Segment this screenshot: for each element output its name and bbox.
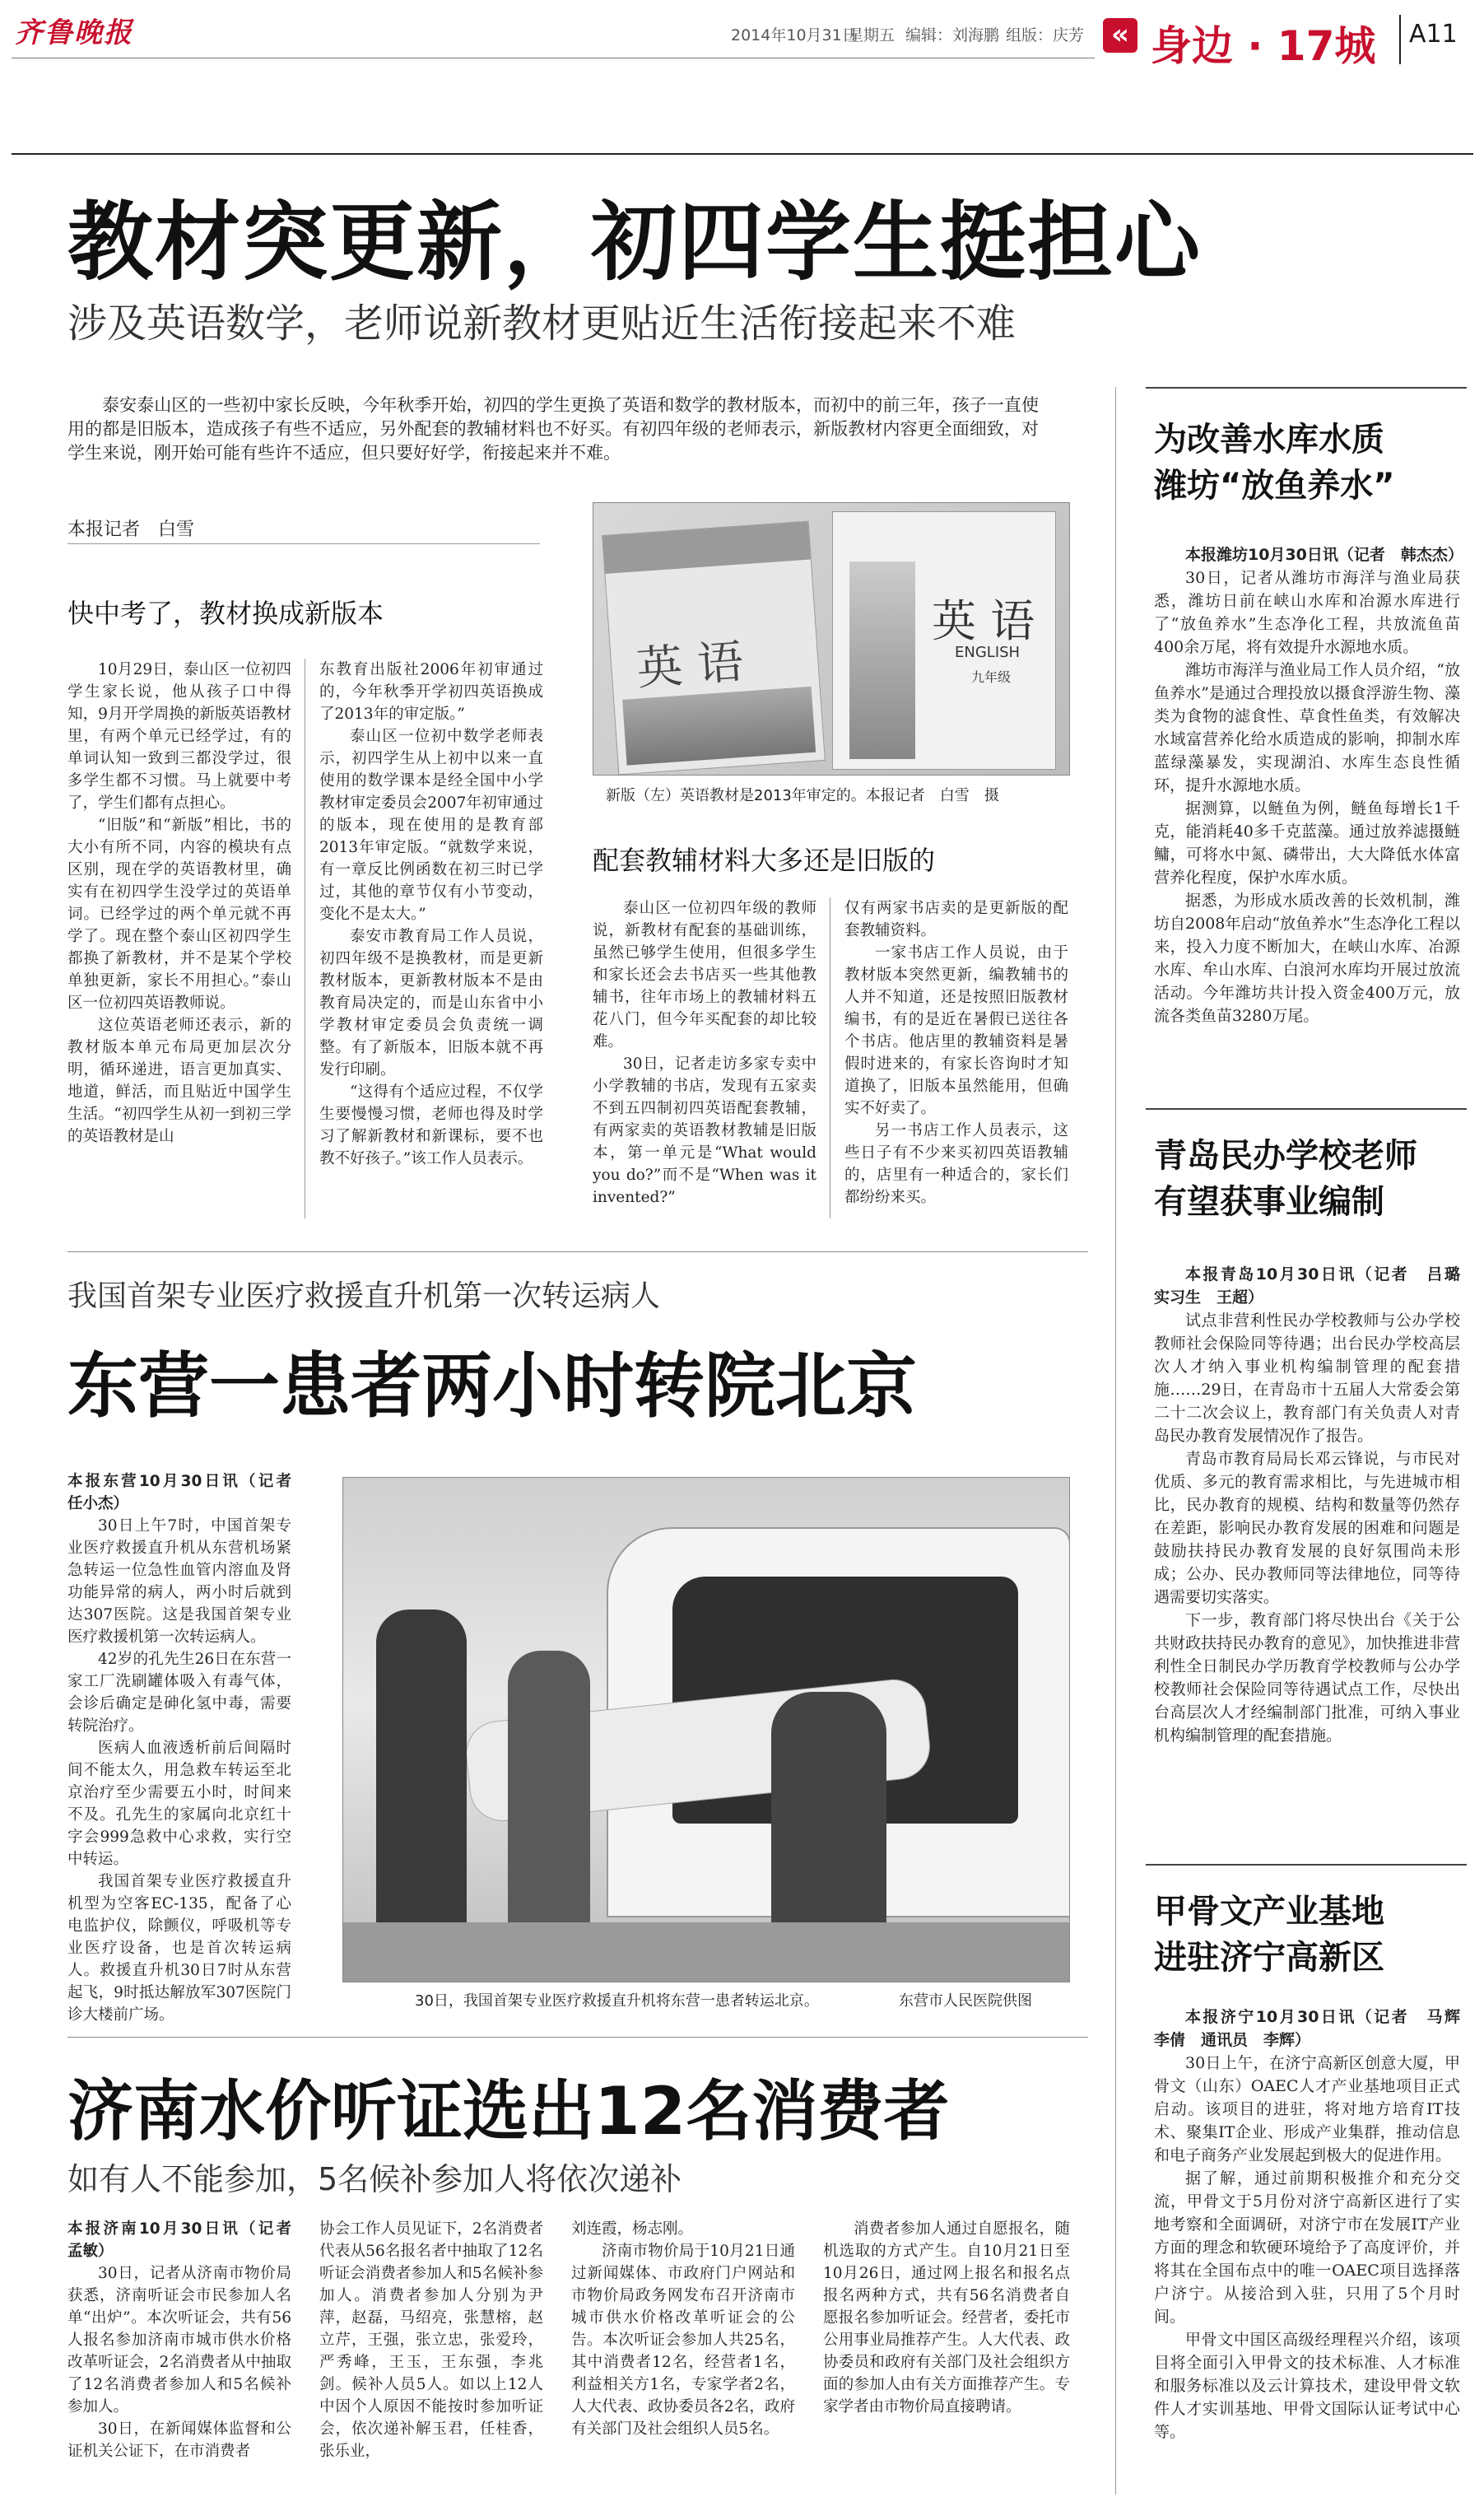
- paragraph: 潍坊市海洋与渔业局工作人员介绍，“放鱼养水”是通过合理投放以摄食浮游生物、藻类为食物的滤食性、草食性鱼类，有效解决水域富营养化给水质造成的影响，抑制水库蓝绿藻暴发，实现湖泊、水库生态良性循环，提升水源地水质。: [1154, 661, 1460, 794]
- page-number: A11: [1409, 20, 1458, 49]
- heli-body: [67, 1470, 307, 2026]
- paragraph: 另一书店工作人员表示，这些日子有不少来买初四英语教辅的，店里有一种适合的，家长们都纷纷来买。: [844, 1122, 1068, 1206]
- paragraph: 消费者参加人通过自愿报名，随机选取的方式产生。自10月21日至10月26日，通过网上报名和报名点报名两种方式，共有56名消费者自愿报名参加听证会。经营者，委托市公用事业局推荐产生。人大代表、政协委员和政府有关部门及社会组织方面的参加人由有关方面推荐产生。专家学者由市物价局直接聘请。: [823, 2220, 1070, 2415]
- paragraph: 10月29日，泰山区一位初四学生家长说，他从孩子口中得知，9月开学周换的新版英语教材里，有两个单元已经学过，有的单词认知一致到三都没学过，很多学生都不习惯。马上就要中考了，学生们都有点担心。: [67, 661, 291, 812]
- lead-deck: 涉及英语数学，老师说新教材更贴近生活衔接起来不难: [67, 300, 1016, 347]
- water-column-2: [319, 2218, 543, 2462]
- paragraph: 我国首架专业医疗救援直升机型为空客EC-135，配备了心电监护仪，除颤仪，呼吸机等专业医疗设备，也是首次转运病人。救援直升机30日7时从东营起飞，9时抵达解放军307医院门诊大楼前广场。: [67, 1873, 291, 2024]
- paragraph: 济南市物价局于10月21日通过新闻媒体、市政府门户网站和市物价局政务网发布召开济南市城市供水价格改革听证会的公告。本次听证会参加人共25名，其中消费者12名，经营者1名，利益相关方1名，专家学者2名，人大代表、政协委员各2名，政府有关部门及社会组织人员5名。: [571, 2243, 795, 2438]
- chevron-left-double-icon: «: [1103, 18, 1137, 53]
- heli-byline: 本报东营10月30日讯（记者 任小杰）: [67, 1473, 307, 1512]
- paragraph: 这位英语老师还表示，新的教材版本单元布局更加层次分明，循环递进，语言更加真实、地道，鲜活，而且贴近中国学生生活。“初四学生从初一到初三学的英语教材是山: [67, 1017, 291, 1145]
- helicopter-photo: [342, 1477, 1070, 1982]
- new-textbook-grade: 九年级: [971, 669, 1012, 685]
- lead-column-4: [844, 897, 1068, 1209]
- side1-headline: 为改善水库水质 潍坊“放鱼养水”: [1154, 421, 1395, 505]
- paragraph: 30日，记者从潍坊市海洋与渔业局获悉，潍坊日前在峡山水库和冶源水库进行了“放鱼养水”生态净化工程，共放流鱼苗400余万尾，将有效提升水源地水质。: [1154, 569, 1460, 656]
- lead-column-1: [67, 659, 291, 1148]
- old-textbook-image: [602, 521, 826, 776]
- side3-headline: 甲骨文产业基地 进驻济宁高新区: [1154, 1893, 1384, 1977]
- issue-weekday: 星期五: [848, 26, 896, 44]
- water-deck: 如有人不能参加，5名候补参加人将依次递补: [67, 2161, 682, 2197]
- heli-caption: 30日，我国首架专业医疗救援直升机将东营一患者转运北京。: [415, 1992, 819, 2010]
- paragraph: 甲骨文中国区高级经理程兴介绍，该项目将全面引入甲骨文的技术标准、人才标准和服务标准以及云计算技术，建设甲骨文软件人才实训基地、甲骨文国际认证考试中心等。: [1154, 2331, 1460, 2441]
- editor-credit: 编辑：刘海鹏: [905, 26, 1000, 44]
- side3-body: [1154, 2006, 1477, 2443]
- heli-headline: 东营一患者两小时转院北京: [67, 1345, 917, 1428]
- paper-logo: 齐鲁晚报: [15, 16, 133, 49]
- lead-subhead-2: 配套教辅材料大多还是旧版的: [593, 845, 936, 876]
- paragraph: 30日，记者从济南市物价局获悉，济南听证会市民参加人名单“出炉”。本次听证会，共有56人报名参加济南市城市供水价格改革听证会，2名消费者从中抽取了12名消费者参加人和5名候补参加人。: [67, 2265, 291, 2415]
- paragraph: 下一步，教育部门将尽快出台《关于公共财政扶持民办教育的意见》，加快推进非营利性全日制民办学历教育学校教师与公办学校教师社会保险同等待遇试点工作，尽快出台高层次人才经编制部门批准，可纳入事业机构编制管理的配套措施。: [1154, 1611, 1460, 1745]
- paragraph: 据悉，为形成水质改善的长效机制，潍坊自2008年启动“放鱼养水”生态净化工程以来，投入力度不断加大，在峡山水库、冶源水库、牟山水库、白浪河水库均开展过放流活动。今年潍坊共计投入资金400万元，放流各类鱼苗3280万尾。: [1154, 892, 1460, 1025]
- section-name: 身边 · 17城: [1151, 22, 1376, 70]
- lead-byline: 本报记者 白雪: [67, 519, 195, 540]
- paragraph: 42岁的孔先生26日在东营一家工厂洗刷罐体吸入有毒气体，会诊后确定是砷化氢中毒，需要转院治疗。: [67, 1651, 291, 1735]
- heli-credit: 东营市人民医院供图: [899, 1992, 1032, 2010]
- old-textbook-title: 英 语: [635, 635, 746, 696]
- water-column-4: [823, 2218, 1070, 2418]
- side1-body: [1154, 543, 1463, 1027]
- lead-column-2: [319, 659, 543, 1170]
- lead-headline: 教材突更新，初四学生挺担心: [67, 192, 1203, 292]
- side2-byline: 本报青岛10月30日讯（记者 吕璐 实习生 王超）: [1154, 1265, 1477, 1307]
- water-column-1: [67, 2218, 307, 2462]
- paragraph: 据测算，以鲢鱼为例，鲢鱼每增长1千克，能消耗40多千克蓝藻。通过放养滤摄鲢鳙，可将水中氮、磷带出，大大降低水体富营养化程度，保护水库水质。: [1154, 799, 1460, 887]
- paragraph: 泰山区一位初四年级的教师说，新教材有配套的基础训练，虽然已够学生使用，但很多学生和家长还会去书店买一些其他教辅书，往年市场上的教辅材料五花八门，但今年买配套的却比较难。: [593, 900, 816, 1051]
- heli-kicker: 我国首架专业医疗救援直升机第一次转运病人: [67, 1279, 661, 1313]
- paragraph: 一家书店工作人员说，由于教材版本突然更新，编教辅书的人并不知道，还是按照旧版教材编书，有的是近在暑假已送往各个书店。他店里的教辅资料是暑假时进来的，有家长咨询时才知道换了，旧版本虽然能用，但确实不好卖了。: [844, 944, 1068, 1117]
- side2-body: [1154, 1263, 1477, 1747]
- rescuer-figure: [376, 1610, 467, 1955]
- side2-headline: 青岛民办学校老师 有望获事业编制: [1154, 1137, 1417, 1221]
- paragraph: 东教育出版社2006年初审通过的，今年秋季开学初四英语换成了2013年的审定版。”: [319, 661, 543, 723]
- paragraph: 刘连霞，杨志刚。: [571, 2220, 694, 2238]
- water-headline: 济南水价听证选出12名消费者: [67, 2073, 950, 2150]
- lead-photo-caption: 新版（左）英语教材是2013年审定的。本报记者 白雪 摄: [606, 787, 999, 804]
- paragraph: 30日上午，在济宁高新区创意大厦，甲骨文（山东）OAEC人才产业基地项目正式启动。该项目的进驻，将对地方培育IT技术、聚集IT企业、形成产业集群，推动信息和电子商务产业发展起到极大的促进作用。: [1154, 2054, 1460, 2164]
- paragraph: 仅有两家书店卖的是更新版的配套教辅资料。: [844, 900, 1068, 939]
- paragraph: 据了解，通过前期积极推介和充分交流，甲骨文于5月份对济宁高新区进行了实地考察和全面调研，对济宁市在发展IT产业方面的理念和软硬环境给予了高度评价，并将其在全国布点中的唯一OAEC项目选择落户济宁。从接洽到入驻，只用了5个月时间。: [1154, 2169, 1460, 2326]
- paragraph: 30日上午7时，中国首架专业医疗救援直升机从东营机场紧急转运一位急性血管内溶血及肾功能异常的病人，两小时后就到达307医院。这是我国首架专业医疗救援机第一次转运病人。: [67, 1517, 291, 1646]
- lead-column-3: [593, 897, 816, 1209]
- issue-date: 2014年10月31日: [731, 26, 858, 44]
- new-textbook-image: [832, 511, 1056, 770]
- paragraph: 泰安市教育局工作人员说，初四年级不是换教材，而是更新教材版本，更新教材版本不是由教育局决定的，而是山东省中小学教材审定委员会负责统一调整。有了新版本，旧版本就不再发行印刷。: [319, 928, 543, 1078]
- water-byline: 本报济南10月30日讯（记者 孟敏）: [67, 2220, 307, 2260]
- paragraph: “旧版”和“新版”相比，书的大小有所不同，内容的模块有点区别，现在学的英语教材里，确实有在初四学生没学过的英语单词。已经学过的两个单元就不再学了。现在整个泰山区初四学生都换了新教材，并不是某个学校单独更新，家长不用担心。”泰山区一位初四英语教师说。: [67, 817, 291, 1012]
- paragraph: 协会工作人员见证下，2名消费者代表从56名报名者中抽取了12名听证会消费者参加人和5名候补参加人。消费者参加人分别为尹萍，赵磊，马绍亮，张慧榕，赵立芹，王强，张立忠，张爱玲，严秀峰，王玉，王东强，李兆剑。候补人员5人。如以上12人中因个人原因不能按时参加听证会，依次递补解玉君，任桂香，张乐业，: [319, 2220, 543, 2460]
- lead-lede: 泰安泰山区的一些初中家长反映，今年秋季开始，初四的学生更换了英语和数学的教材版本，而初中的前三年，孩子一直使用的都是旧版本，造成孩子有些不适应，另外配套的教辅材料也不好买。有初四年级的老师表示，新版教材内容更全面细致，对学生来说，刚开始可能有些许不适应，但只要好好学，衔接起来并不难。: [67, 395, 1039, 463]
- textbooks-photo: [593, 502, 1070, 776]
- side1-byline: 本报潍坊10月30日讯（记者 韩杰杰）: [1185, 546, 1463, 564]
- side3-byline: 本报济宁10月30日讯（记者 马辉 李倩 通讯员 李辉）: [1154, 2008, 1477, 2049]
- paragraph: 30日，记者走访多家专卖中小学教辅的书店，发现有五家卖不到五四制初四英语配套教辅，有两家卖的英语教材教辅是旧版本，第一单元是“What would you do?”而不是“When was it invented?”: [593, 1055, 816, 1206]
- paragraph: 泰山区一位初中数学老师表示，初四学生从上初中以来一直使用的数学课本是经全国中小学教材审定委员会2007年初审通过的版本，现在使用的是教育部2013年审定版。“就数学来说，有一章反比例函数在初三时已学过，其他的章节仅有小节变动，变化不是太大。”: [319, 728, 543, 923]
- paragraph: 试点非营利性民办学校教师与公办学校教师社会保险同等待遇；出台民办学校高层次人才纳入事业机构编制管理的配套措施……29日，在青岛市十五届人大常委会第二十二次会议上，教育部门有关负责人对青岛民办教育发展情况作了报告。: [1154, 1311, 1460, 1445]
- paragraph: 30日，在新闻媒体监督和公证机关公证下，在市消费者: [67, 2420, 291, 2460]
- paragraph: 青岛市教育局局长邓云锋说，与市民对优质、多元的教育需求相比，与先进城市相比，民办教育的规模、结构和数量等仍然存在差距，影响民办教育发展的困难和问题是鼓励扶持民办教育发展的良好氛围尚未形成；公办、民办教师同等法律地位，同等待遇需要切实落实。: [1154, 1450, 1460, 1606]
- lead-subhead-1: 快中考了，教材换成新版本: [67, 598, 384, 629]
- rescuer-figure: [508, 1651, 590, 1964]
- layout-credit: 组版：庆芳: [1006, 26, 1085, 44]
- paragraph: 医病人血液透析前后间隔时间不能太久，用急救车转运至北京治疗至少需要五小时，时间来不及。孔先生的家属向北京红十字会999急救中心求救，实行空中转运。: [67, 1740, 291, 1868]
- water-column-3: [571, 2218, 795, 2440]
- new-textbook-title: 英 语: [932, 595, 1035, 647]
- new-textbook-english: ENGLISH: [955, 644, 1021, 661]
- paragraph: “这得有个适应过程，不仅学生要慢慢习惯，老师也得及时学习了解新教材和新课标，要不也教不好孩子。”该工作人员表示。: [319, 1083, 543, 1167]
